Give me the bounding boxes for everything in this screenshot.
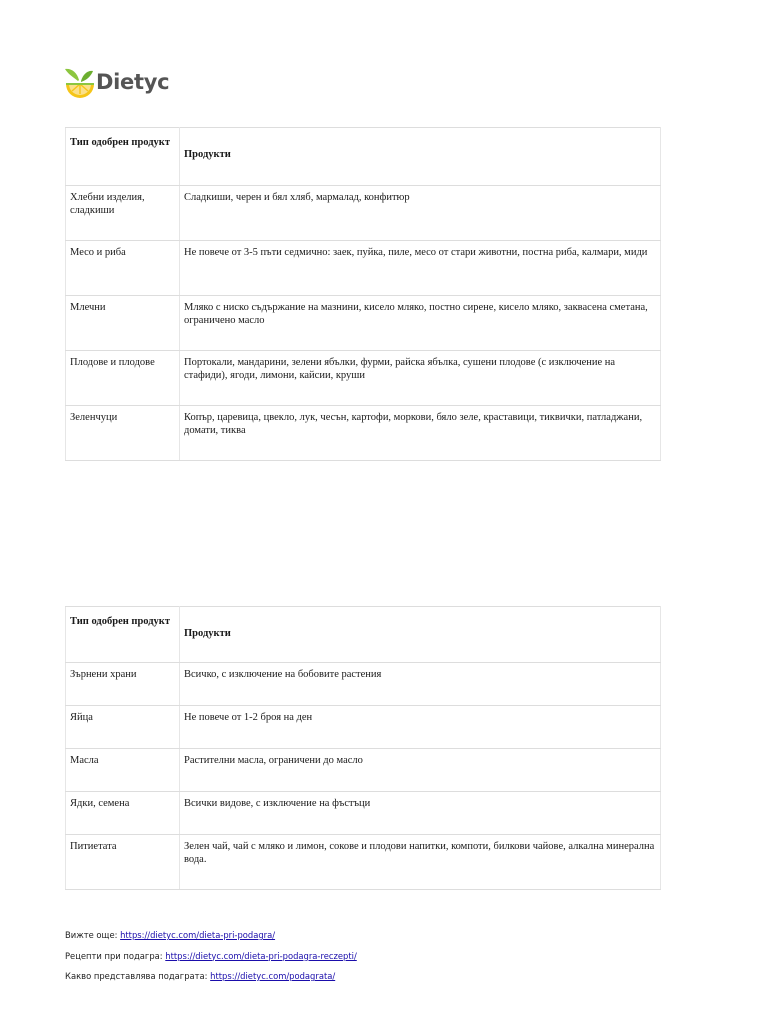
link-label: Рецепти при подагра: xyxy=(65,950,166,961)
row-type: Хлебни изделия, сладкиши xyxy=(66,186,180,241)
table-row xyxy=(66,351,661,406)
table-row xyxy=(66,749,661,792)
table-row xyxy=(66,186,661,241)
see-more-link[interactable]: https://dietyc.com/dieta-pri-podagra/ xyxy=(120,930,276,940)
row-type: Зърнени храни xyxy=(66,663,180,706)
row-products: Мляко с ниско съдържание на мазнини, кисело мляко, постно сирене, кисело мляко, заквасена сметана, ограничено масло xyxy=(180,296,661,351)
link-line xyxy=(65,929,357,950)
table-header-row xyxy=(66,128,661,186)
row-products: Не повече от 3-5 пъти седмично: заек, пуйка, пиле, месо от стари животни, постна риба, калмари, миди xyxy=(180,241,661,296)
row-type: Масла xyxy=(66,749,180,792)
row-products: Всичко, с изключение на бобовите растения xyxy=(180,663,661,706)
table-row xyxy=(66,296,661,351)
approved-foods-table-1 xyxy=(65,127,661,461)
table-row xyxy=(66,706,661,749)
related-links xyxy=(65,929,357,991)
row-type: Яйца xyxy=(66,706,180,749)
row-products: Всички видове, с изключение на фъстъци xyxy=(180,792,661,835)
row-products: Не повече от 1-2 броя на ден xyxy=(180,706,661,749)
row-products: Сладкиши, черен и бял хляб, мармалад, конфитюр xyxy=(180,186,661,241)
table-row xyxy=(66,792,661,835)
link-line xyxy=(65,950,357,971)
row-type: Месо и риба xyxy=(66,241,180,296)
link-label: Какво представлява подаграта: xyxy=(65,971,211,981)
row-type: Ядки, семена xyxy=(66,792,180,835)
table-header-row xyxy=(66,607,661,663)
row-type: Зеленчуци xyxy=(66,406,180,461)
row-products: Растителни масла, ограничени до масло xyxy=(180,749,661,792)
row-products: Копър, царевица, цвекло, лук, чесън, картофи, моркови, бяло зеле, краставици, тиквички, патладжани, домати, тиква xyxy=(180,406,661,461)
recipes-link[interactable]: https://dietyc.com/dieta-pri-podagra-reczepti/ xyxy=(165,950,357,961)
dietyc-logo xyxy=(64,64,169,100)
row-products: Зелен чай, чай с мляко и лимон, сокове и плодови напитки, компоти, билкови чайове, алкална минерална вода. xyxy=(180,835,661,890)
link-label: Вижте още: xyxy=(65,930,121,940)
header-type: Тип одобрен продукт xyxy=(66,607,180,663)
row-type: Млечни xyxy=(66,296,180,351)
approved-foods-table-2 xyxy=(65,606,661,890)
header-type: Тип одобрен продукт xyxy=(66,128,180,186)
row-products: Портокали, мандарини, зелени ябълки, фурми, райска ябълка, сушени плодове (с изключение на стафиди), ягоди, лимони, кайсии, круши xyxy=(180,351,661,406)
table-row xyxy=(66,663,661,706)
brand-name: Dietyc xyxy=(96,70,170,94)
link-line xyxy=(65,970,357,991)
row-type: Плодове и плодове xyxy=(66,351,180,406)
header-products: Продукти xyxy=(180,128,661,186)
table-row xyxy=(66,835,661,890)
lemon-leaf-icon xyxy=(64,64,96,100)
row-type: Питиетата xyxy=(66,835,180,890)
table-row xyxy=(66,241,661,296)
table-row xyxy=(66,406,661,461)
header-products: Продукти xyxy=(180,607,661,663)
what-is-gout-link[interactable]: https://dietyc.com/podagrata/ xyxy=(210,971,336,981)
